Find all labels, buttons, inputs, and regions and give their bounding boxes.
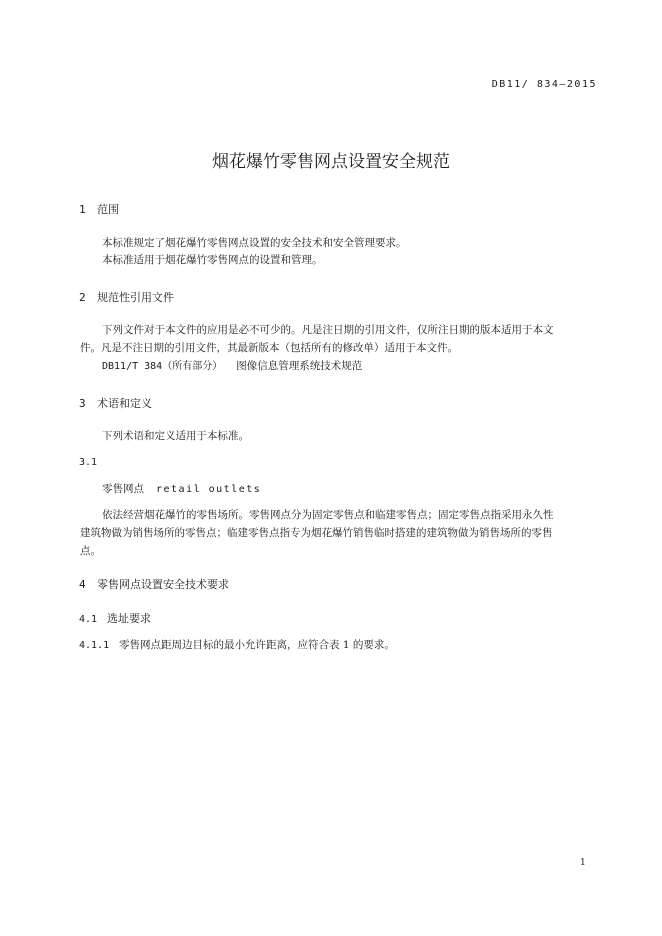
section-number: 1: [79, 203, 86, 216]
section-number: 3: [79, 397, 86, 410]
section-title: 规范性引用文件: [97, 291, 174, 304]
normative-reference: [102, 357, 362, 376]
term-chinese: 零售网点: [102, 483, 144, 495]
term-entry: [102, 481, 261, 496]
term-english: retail outlets: [156, 484, 262, 495]
subsection-title: 选址要求: [107, 612, 151, 625]
reference-title: 图像信息管理系统技术规范: [236, 360, 363, 372]
definition-line: 建筑物做为销售场所的零售点；临建零售点指专为烟花爆竹销售临时搭建的建筑物做为销售场所的零售: [80, 527, 553, 539]
document-title: 烟花爆竹零售网点设置安全规范: [212, 152, 450, 172]
paragraph: 本标准规定了烟花爆竹零售网点设置的安全技术和安全管理要求。: [102, 237, 407, 249]
paragraph-line: 下列文件对于本文件的应用是必不可少的。凡是注日期的引用文件，仅所注日期的版本适用于本文: [102, 324, 554, 336]
standard-code: DB11/ 834—2015: [491, 79, 597, 90]
section-1-heading: [79, 201, 119, 217]
section-4-heading: [79, 576, 229, 592]
subsection-4-1-heading: [79, 610, 151, 626]
definition-line: 点。: [80, 545, 101, 557]
subsection-number: 3.1: [79, 457, 98, 468]
definition-line: 依法经营烟花爆竹的零售场所。零售网点分为固定零售点和临建零售点；固定零售点指采用永久性: [102, 509, 554, 521]
reference-code: DB11/T 384（所有部分）: [102, 361, 223, 372]
page-number: 1: [580, 858, 586, 868]
section-title: 零售网点设置安全技术要求: [97, 578, 229, 591]
subsection-number: 4.1: [79, 614, 98, 625]
paragraph: 下列术语和定义适用于本标准。: [102, 430, 249, 442]
section-2-heading: [79, 289, 174, 305]
section-number: 2: [79, 291, 86, 304]
clause-4-1-1: [79, 636, 395, 655]
section-number: 4: [79, 578, 86, 591]
paragraph-line: 件。凡是不注日期的引用文件，其最新版本（包括所有的修改单）适用于本文件。: [80, 342, 458, 354]
paragraph: 本标准适用于烟花爆竹零售网点的设置和管理。: [102, 254, 323, 266]
clause-text: 零售网点距周边目标的最小允许距离，应符合表 1 的要求。: [119, 639, 395, 651]
section-title: 术语和定义: [97, 397, 152, 410]
section-title: 范围: [97, 203, 119, 216]
section-3-heading: [79, 395, 152, 411]
clause-number: 4.1.1: [79, 640, 110, 651]
